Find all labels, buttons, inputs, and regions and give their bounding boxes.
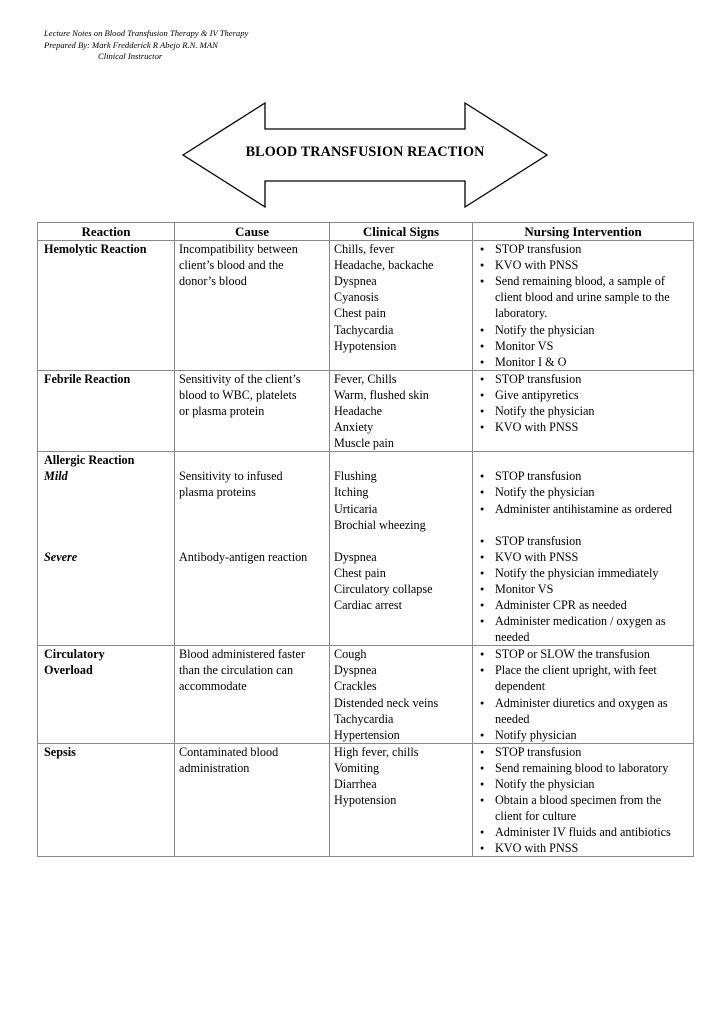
reaction-name: Circulatory Overload <box>38 646 175 744</box>
list-item: ● Obtain a blood specimen from the client for culture <box>477 792 689 824</box>
list-item: ● STOP or SLOW the transfusion <box>477 646 689 662</box>
intervention-cell <box>473 646 694 744</box>
col-header-intervention: Nursing Intervention <box>473 223 694 241</box>
list-item: ● Notify the physician immediately <box>477 565 689 581</box>
list-item: ● Administer medication / oxygen as needed <box>477 613 689 645</box>
header-course-line: Lecture Notes on Blood Transfusion Therapy & IV Therapy <box>44 28 249 38</box>
list-item: ● Administer diuretics and oxygen as needed <box>477 695 689 727</box>
signs-cell: Chills, fever Headache, backache Dyspnea Cyanosis Chest pain Tachycardia Hypotension <box>330 241 473 371</box>
cause-cell: Sensitivity of the client’s blood to WBC, platelets or plasma protein <box>175 370 330 451</box>
list-item: ● Notify the physician <box>477 484 689 500</box>
intervention-list-mild <box>477 468 689 516</box>
list-item: ● STOP transfusion <box>477 371 689 387</box>
reaction-name: Febrile Reaction <box>38 370 175 451</box>
table-row-circulatory <box>38 646 694 744</box>
list-item: ● Notify the physician <box>477 403 689 419</box>
col-header-cause: Cause <box>175 223 330 241</box>
list-item: ● Send remaining blood, a sample of client blood and urine sample to the laboratory. <box>477 273 689 321</box>
reaction-name: Hemolytic Reaction <box>38 241 175 371</box>
list-item: ● Notify the physician <box>477 776 689 792</box>
list-item: ● STOP transfusion <box>477 533 689 549</box>
title-banner <box>180 100 550 210</box>
intervention-cell <box>473 370 694 451</box>
table-header-row <box>38 223 694 241</box>
cause-cell: Incompatibility between client’s blood and the donor’s blood <box>175 241 330 371</box>
list-item: ● Notify physician <box>477 727 689 743</box>
col-header-signs: Clinical Signs <box>330 223 473 241</box>
list-item: ● KVO with PNSS <box>477 840 689 856</box>
cause-cell: Sensitivity to infused plasma proteins Antibody-antigen reaction <box>175 452 330 646</box>
allergic-severe-label: Severe <box>44 549 78 564</box>
allergic-mild-label: Mild <box>44 469 68 484</box>
list-item: ● Send remaining blood to laboratory <box>477 760 689 776</box>
intervention-cell <box>473 241 694 371</box>
header-author-line: Prepared By: Mark Fredderick R Abejo R.N. MAN <box>44 39 218 50</box>
list-item: ● Monitor I & O <box>477 354 689 370</box>
list-item: ● Give antipyretics <box>477 387 689 403</box>
list-item: ● STOP transfusion <box>477 468 689 484</box>
table-row-febrile <box>38 370 694 451</box>
list-item: ● STOP transfusion <box>477 744 689 760</box>
list-item: ● KVO with PNSS <box>477 549 689 565</box>
list-item: ● Administer antihistamine as ordered <box>477 501 689 517</box>
signs-cell: Flushing Itching Urticaria Brochial wheezing Dyspnea Chest pain Circulatory collapse Cardiac arrest <box>330 452 473 646</box>
table-row-hemolytic <box>38 241 694 371</box>
banner-title: BLOOD TRANSFUSION REACTION <box>245 144 485 160</box>
intervention-cell <box>473 743 694 857</box>
signs-cell: Fever, Chills Warm, flushed skin Headache Anxiety Muscle pain <box>330 370 473 451</box>
intervention-list <box>477 646 689 743</box>
reaction-name: Sepsis <box>38 743 175 857</box>
list-item: ● Administer IV fluids and antibiotics <box>477 824 689 840</box>
cause-cell: Blood administered faster than the circulation can accommodate <box>175 646 330 744</box>
col-header-reaction: Reaction <box>38 223 175 241</box>
list-item: ● KVO with PNSS <box>477 419 689 435</box>
table-row-allergic <box>38 452 694 646</box>
cause-cell: Contaminated blood administration <box>175 743 330 857</box>
signs-cell: Cough Dyspnea Crackles Distended neck veins Tachycardia Hypertension <box>330 646 473 744</box>
signs-cell: High fever, chills Vomiting Diarrhea Hypotension <box>330 743 473 857</box>
intervention-cell <box>473 452 694 646</box>
reaction-table <box>37 222 694 857</box>
list-item: ● Notify the physician <box>477 322 689 338</box>
table-row-sepsis <box>38 743 694 857</box>
intervention-list <box>477 241 689 370</box>
reaction-name: Allergic Reaction Mild Severe <box>38 452 175 646</box>
document-header <box>44 28 248 63</box>
intervention-list <box>477 371 689 435</box>
list-item: ● Monitor VS <box>477 338 689 354</box>
list-item: ● STOP transfusion <box>477 241 689 257</box>
list-item: ● Administer CPR as needed <box>477 597 689 613</box>
list-item: ● Monitor VS <box>477 581 689 597</box>
list-item: ● Place the client upright, with feet dependent <box>477 662 689 694</box>
header-role-line: Clinical Instructor <box>98 51 163 61</box>
list-item: ● KVO with PNSS <box>477 257 689 273</box>
intervention-list-severe <box>477 533 689 646</box>
intervention-list <box>477 744 689 857</box>
